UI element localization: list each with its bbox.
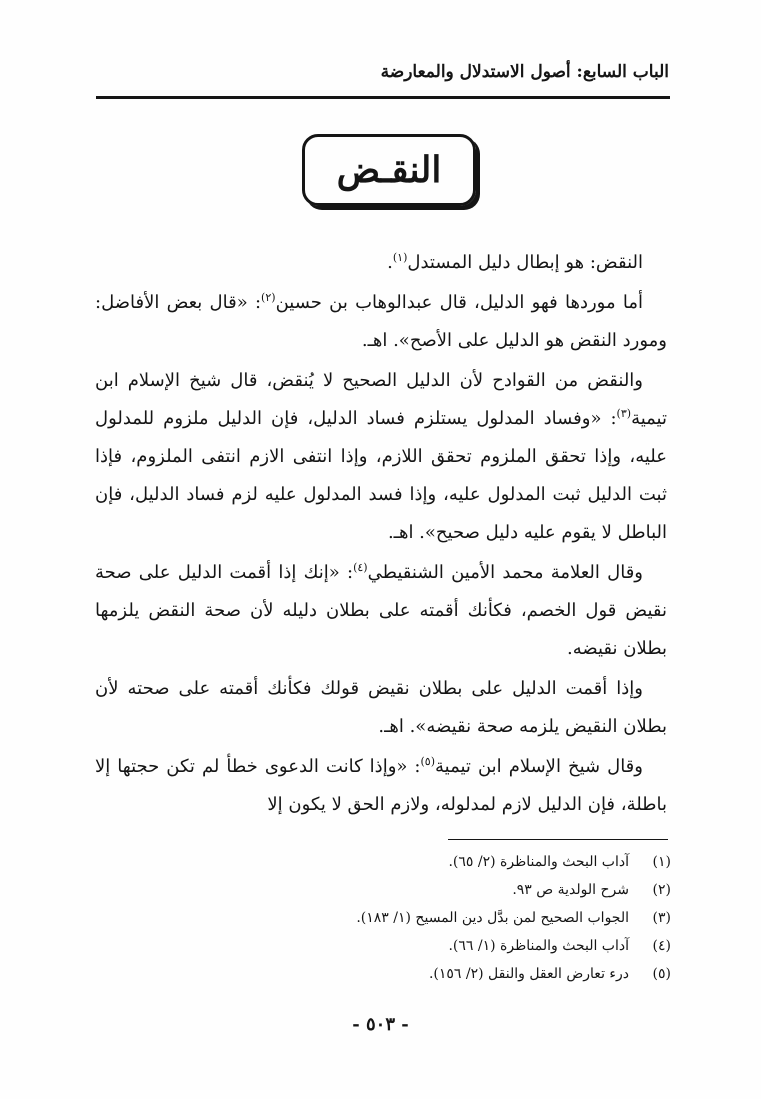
header-rule <box>96 96 670 99</box>
footnote-ref[interactable]: (٣) <box>616 407 632 420</box>
footnote-number: (٣) <box>652 910 671 926</box>
footnote <box>111 932 671 960</box>
paragraph-text: وإذا أقمت الدليل على بطلان نقيض قولك فكأنك أقمته على صحته لأن بطلان النقيض يلزمه صحة نقيضه». اهـ. <box>95 678 667 737</box>
footnote <box>111 904 671 932</box>
paragraph <box>95 554 667 668</box>
footnote-text: الجواب الصحيح لمن بدَّل دين المسيح (١/ ١٨٣). <box>356 910 629 926</box>
paragraph <box>95 284 667 360</box>
footnote <box>111 848 671 876</box>
footnote-number: (٢) <box>652 882 671 898</box>
body-text <box>95 244 667 824</box>
paragraph <box>95 670 667 746</box>
footnote-number: (٥) <box>652 966 671 982</box>
page-number: - ٥٠٣ - <box>352 1014 409 1035</box>
footnote-text: آداب البحث والمناظرة (١/ ٦٦). <box>448 938 629 954</box>
paragraph-text: : «إنك إذا أقمت الدليل على صحة نقيض قول الخصم، فكأنك أقمته على بطلان دليله لأن صحة النقض يلزمها بطلان نقيضه. <box>95 562 667 659</box>
paragraph-text: . <box>387 252 393 273</box>
footnote-ref[interactable]: (٢) <box>261 291 276 304</box>
paragraph-text: وقال العلامة محمد الأمين الشنقيطي <box>367 562 644 583</box>
paragraph-text: : «قال بعض الأفاضل: ومورد النقض هو الدليل على الأصح». اهـ. <box>95 292 667 351</box>
footnote-text: آداب البحث والمناظرة (٢/ ٦٥). <box>448 854 629 870</box>
footnote-number: (١) <box>652 854 671 870</box>
paragraph-text: والنقض من القوادح لأن الدليل الصحيح لا يُنقض، قال شيخ الإسلام ابن تيمية <box>95 370 667 429</box>
paragraph <box>95 244 667 282</box>
paragraph-text: وقال شيخ الإسلام ابن تيمية <box>435 756 643 777</box>
footnote-text: شرح الولدية ص ٩٣. <box>512 882 629 898</box>
paragraph-text: النقض: هو إبطال دليل المستدل <box>407 252 643 273</box>
footnote-rule <box>448 839 668 840</box>
section-title: النقـض <box>336 149 442 191</box>
footnote-text: درء تعارض العقل والنقل (٢/ ١٥٦). <box>428 966 629 982</box>
section-title-box <box>302 134 476 206</box>
paragraph <box>95 362 667 552</box>
footnote <box>111 960 671 988</box>
footnotes <box>111 848 671 988</box>
paragraph-text: : «وفساد المدلول يستلزم فساد الدليل، فإن الدليل ملزوم للمدلول عليه، وإذا تحقق الملزوم تحقق اللازم، وإذا انتفى الازم انتفى الملزوم، فإذا ثبت الدليل ثبت المدلول عليه، وإذا فسد المدلول عليه لزم فساد الدليل، فإن الباطل لا يقوم عليه دليل صحيح». اهـ. <box>95 408 668 543</box>
paragraph <box>95 748 667 824</box>
footnote-number: (٤) <box>652 938 671 954</box>
paragraph-text: : «وإذا كانت الدعوى خطأ لم تكن حجتها إلا باطلة، فإن الدليل لازم لمدلوله، ولازم الحق لا يكون إلا <box>95 756 667 815</box>
footnote-ref[interactable]: (٤) <box>353 561 368 574</box>
footnote-ref[interactable]: (٥) <box>420 755 436 768</box>
running-header: الباب السابع: أصول الاستدلال والمعارضة <box>380 62 669 82</box>
footnote <box>111 876 671 904</box>
footnote-ref[interactable]: (١) <box>392 251 408 264</box>
paragraph-text: أما موردها فهو الدليل، قال عبدالوهاب بن حسين <box>275 292 643 313</box>
